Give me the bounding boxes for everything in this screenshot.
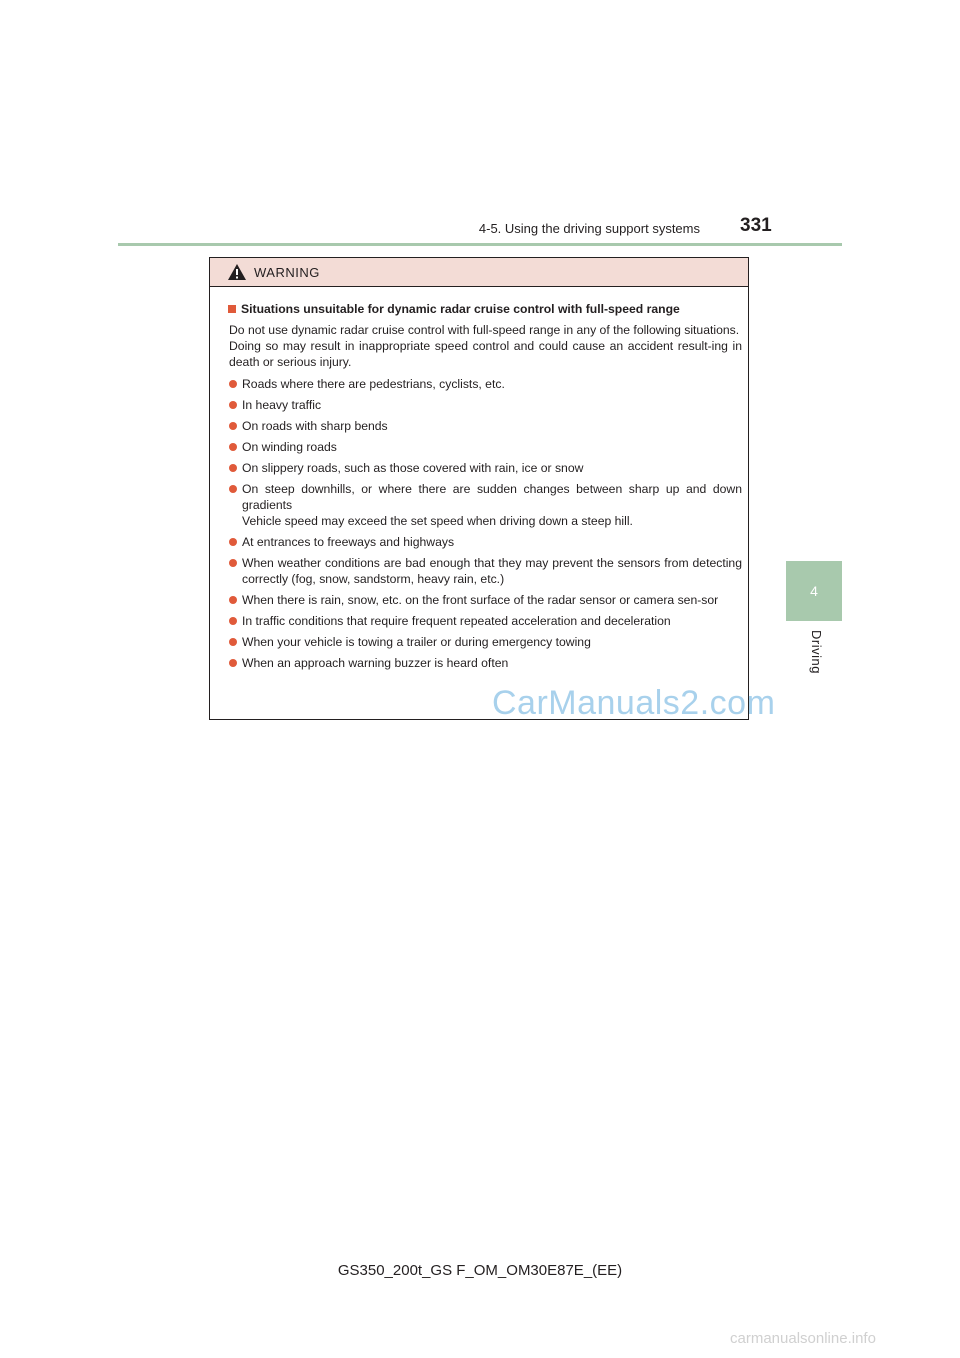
section-heading-text: Situations unsuitable for dynamic radar cruise control with full-speed range bbox=[241, 302, 680, 316]
section-heading bbox=[228, 301, 742, 317]
list-item-text: In traffic conditions that require frequent repeated acceleration and deceleration bbox=[242, 614, 671, 628]
warning-triangle-icon bbox=[228, 264, 246, 280]
chapter-number: 4 bbox=[810, 583, 818, 599]
list-item-text: On roads with sharp bends bbox=[242, 419, 388, 433]
list-item-text: When weather conditions are bad enough that they may prevent the sensors from detecting correctly (fog, snow, sandstorm, heavy rain, etc.) bbox=[242, 556, 742, 586]
bullet-dot-icon bbox=[229, 422, 237, 430]
list-item-text: Roads where there are pedestrians, cyclists, etc. bbox=[242, 377, 505, 391]
list-item bbox=[228, 555, 742, 587]
watermark-logo: CarManuals2.com bbox=[492, 684, 776, 722]
list-item-text: On slippery roads, such as those covered with rain, ice or snow bbox=[242, 461, 584, 475]
list-item bbox=[228, 592, 742, 608]
header-rule bbox=[118, 243, 842, 246]
bullet-dot-icon bbox=[229, 617, 237, 625]
list-item bbox=[228, 634, 742, 650]
list-item-text: On winding roads bbox=[242, 440, 337, 454]
list-item bbox=[228, 534, 742, 550]
intro-paragraph: Doing so may result in inappropriate speed control and could cause an accident result-ing in death or serious injury. bbox=[229, 339, 742, 369]
bullet-dot-icon bbox=[229, 538, 237, 546]
list-item-text bbox=[242, 481, 742, 529]
bullet-dot-icon bbox=[229, 380, 237, 388]
bullet-dot-icon bbox=[229, 559, 237, 567]
list-item bbox=[228, 460, 742, 476]
warning-header bbox=[210, 258, 748, 287]
list-item-note: Vehicle speed may exceed the set speed when driving down a steep hill. bbox=[242, 514, 633, 528]
bullet-dot-icon bbox=[229, 638, 237, 646]
list-item-text: In heavy traffic bbox=[242, 398, 322, 412]
bullet-dot-icon bbox=[229, 485, 237, 493]
document-code: GS350_200t_GS F_OM_OM30E87E_(EE) bbox=[337, 1262, 623, 1279]
bullet-dot-icon bbox=[229, 596, 237, 604]
chapter-tab bbox=[786, 561, 842, 621]
list-item bbox=[228, 397, 742, 413]
bullet-dot-icon bbox=[229, 401, 237, 409]
list-item-text: At entrances to freeways and highways bbox=[242, 535, 455, 549]
list-item bbox=[228, 418, 742, 434]
square-bullet-icon bbox=[228, 305, 236, 313]
chapter-label: Driving bbox=[809, 630, 824, 674]
section-title: 4-5. Using the driving support systems bbox=[478, 221, 700, 236]
list-item bbox=[228, 439, 742, 455]
list-item bbox=[228, 613, 742, 629]
list-item-main: On steep downhills, or where there are sudden changes between sharp up and down gradients bbox=[242, 482, 742, 512]
list-item bbox=[228, 655, 742, 671]
intro-paragraph: Do not use dynamic radar cruise control with full-speed range in any of the following situations. bbox=[229, 323, 740, 337]
list-item-text: When an approach warning buzzer is heard often bbox=[242, 656, 509, 670]
bullet-dot-icon bbox=[229, 443, 237, 451]
bullet-dot-icon bbox=[229, 659, 237, 667]
warning-body bbox=[210, 287, 748, 671]
list-item bbox=[228, 481, 742, 529]
page-number: 331 bbox=[740, 215, 772, 236]
intro-text bbox=[228, 322, 742, 370]
list-item bbox=[228, 376, 742, 392]
list-item-text: When your vehicle is towing a trailer or during emergency towing bbox=[242, 635, 591, 649]
list-item-text: When there is rain, snow, etc. on the front surface of the radar sensor or camera sen-sor bbox=[242, 593, 719, 607]
footer-site: carmanualsonline.info bbox=[730, 1330, 876, 1347]
warning-box bbox=[209, 257, 749, 720]
bullet-dot-icon bbox=[229, 464, 237, 472]
warning-title: WARNING bbox=[254, 264, 320, 280]
